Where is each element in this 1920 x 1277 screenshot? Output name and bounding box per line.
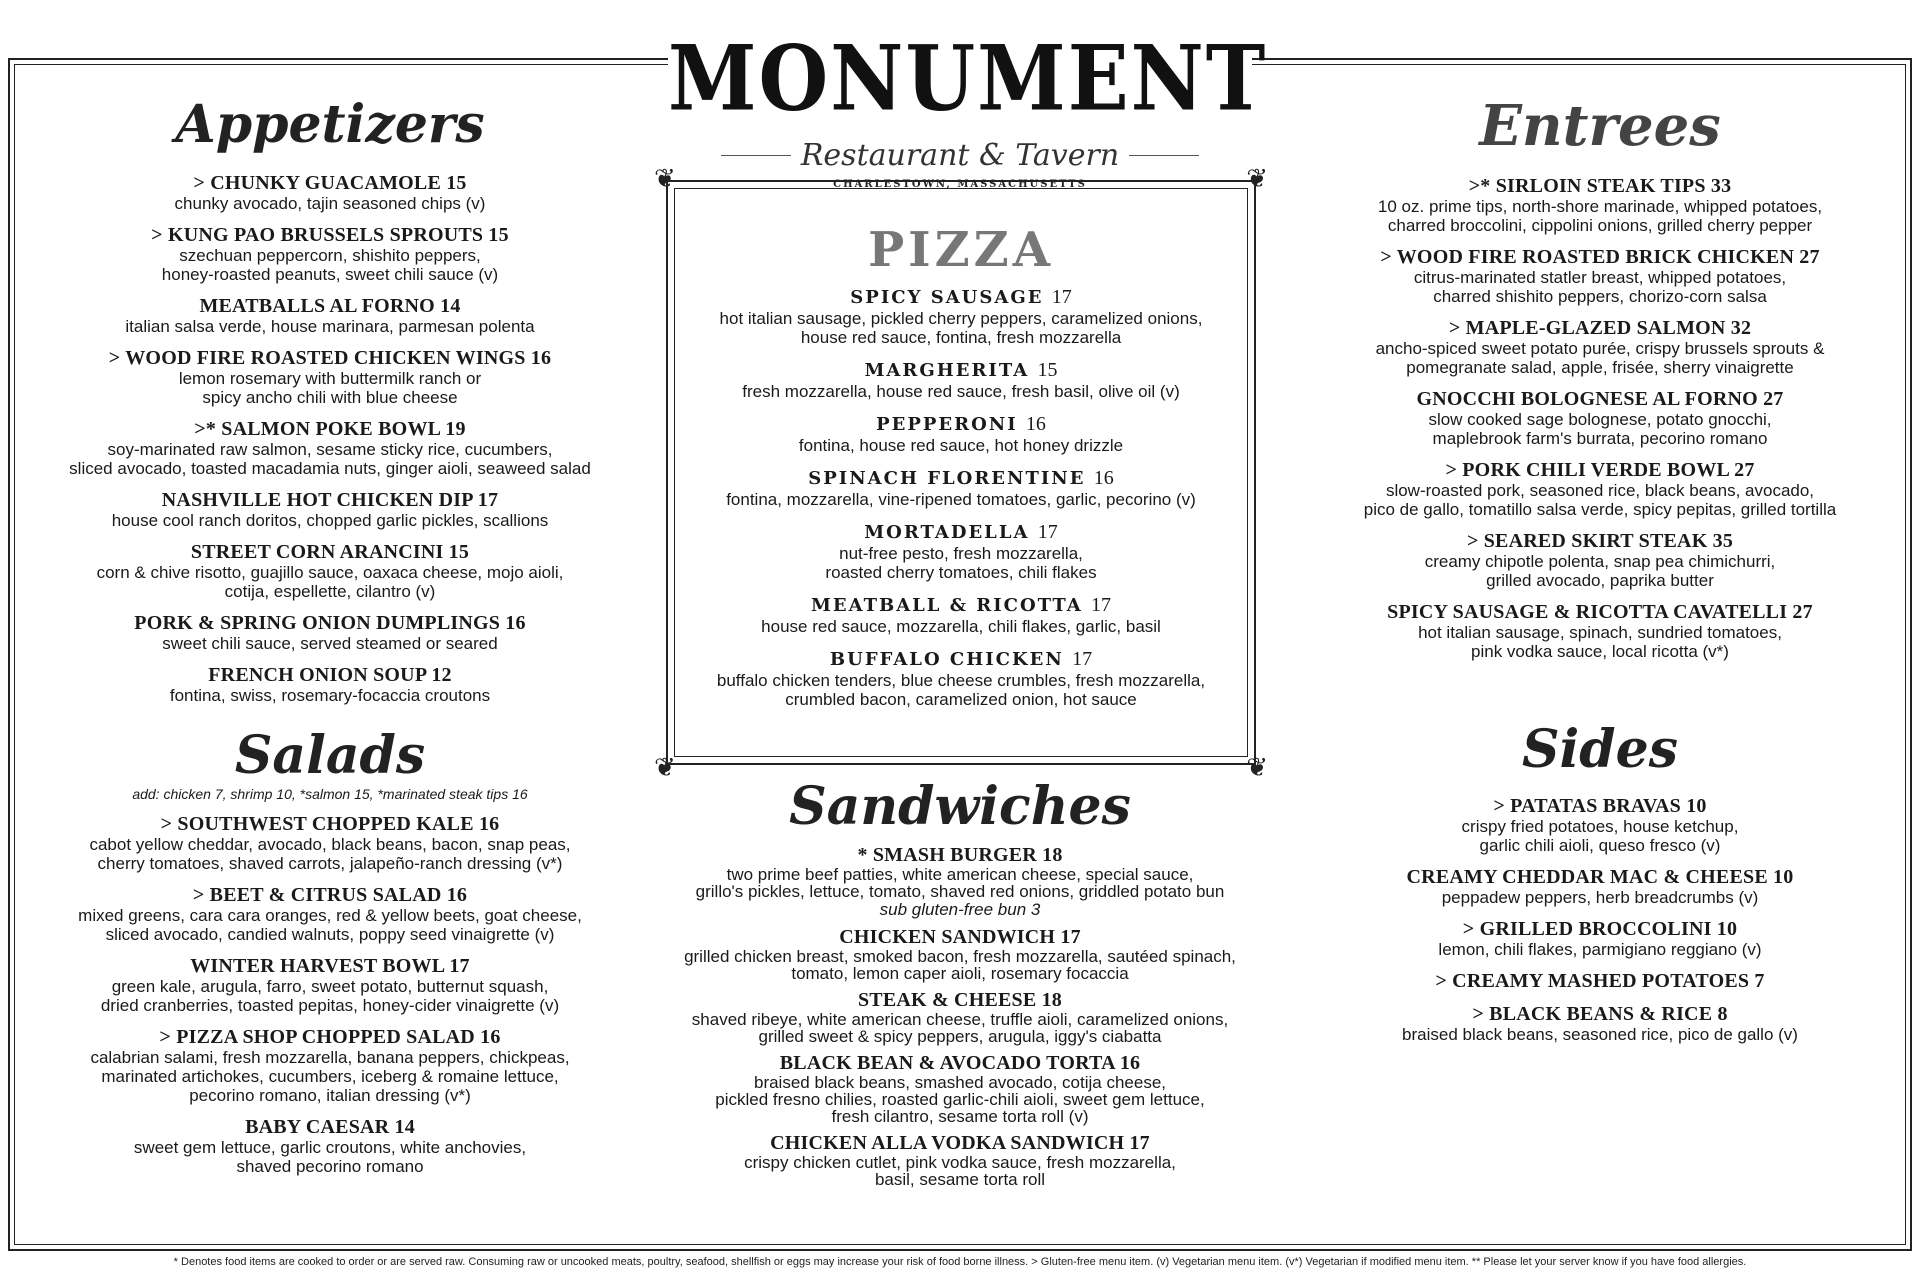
menu-item-name: > WOOD FIRE ROASTED CHICKEN WINGS 16 xyxy=(108,347,552,370)
pizza-item xyxy=(668,521,1254,582)
menu-item-description: pomegranate salad, apple, frisée, sherry vinaigrette xyxy=(1406,357,1794,377)
menu-item-name: CREAMY CHEDDAR MAC & CHEESE 10 xyxy=(1406,865,1794,888)
pizza-list xyxy=(668,286,1254,709)
menu-item-name: > GRILLED BROCCOLINI 10 xyxy=(1462,917,1738,940)
sandwich-item xyxy=(650,927,1270,982)
menu-item xyxy=(20,225,640,284)
pizza-content xyxy=(668,222,1254,721)
menu-item-description: pico de gallo, tomatillo salsa verde, spicy pepitas, grilled tortilla xyxy=(1363,499,1837,519)
pizza-item-title: MARGHERITA xyxy=(864,360,1030,381)
menu-item-description: braised black beans, seasoned rice, pico de gallo (v) xyxy=(1402,1024,1798,1044)
sandwich-item xyxy=(650,1053,1270,1125)
menu-item-name: > WOOD FIRE ROASTED BRICK CHICKEN 27 xyxy=(1380,245,1820,268)
sandwich-item-option: sub gluten-free bun 3 xyxy=(879,900,1041,920)
pizza-item-name xyxy=(668,594,1254,617)
pizza-item-title: PEPPERONI xyxy=(876,414,1018,435)
menu-item-description: creamy chipotle polenta, snap pea chimichurri, xyxy=(1424,551,1776,571)
menu-item-description: corn & chive risotto, guajillo sauce, oaxaca cheese, mojo aioli, xyxy=(96,563,564,583)
pizza-item-name xyxy=(668,648,1254,671)
menu-item-description: dried cranberries, toasted pepitas, honey-cider vinaigrette (v) xyxy=(100,996,560,1016)
menu-item-description: sweet chili sauce, served steamed or seared xyxy=(162,634,498,654)
pizza-frame xyxy=(654,164,1268,783)
menu-item xyxy=(1290,867,1910,907)
menu-item-description: pecorino romano, italian dressing (v*) xyxy=(189,1086,471,1106)
menu-item-description: green kale, arugula, farro, sweet potato, butternut squash, xyxy=(111,977,549,997)
right-column xyxy=(1290,93,1910,1056)
sandwich-item-name: BLACK BEAN & AVOCADO TORTA 16 xyxy=(779,1052,1141,1075)
menu-item-description: shaved pecorino romano xyxy=(236,1157,424,1177)
menu-item-description: maplebrook farm's burrata, pecorino romano xyxy=(1432,428,1768,448)
pizza-item-description: hot italian sausage, pickled cherry peppers, caramelized onions, xyxy=(719,309,1203,328)
sandwich-item-description: shaved ribeye, white american cheese, truffle aioli, caramelized onions, xyxy=(691,1010,1229,1030)
menu-item xyxy=(20,814,640,873)
menu-item-name: >* SIRLOIN STEAK TIPS 33 xyxy=(1468,174,1732,197)
menu-item-description: chunky avocado, tajin seasoned chips (v) xyxy=(174,194,486,214)
pizza-item-title: SPINACH FLORENTINE xyxy=(808,468,1086,489)
menu-item-description: honey-roasted peanuts, sweet chili sauce (v) xyxy=(161,265,499,285)
appetizers-title: Appetizers xyxy=(175,94,485,155)
menu-item-description: sliced avocado, toasted macadamia nuts, ginger aioli, seaweed salad xyxy=(69,459,591,479)
pizza-item-title: SPICY SAUSAGE xyxy=(850,287,1044,308)
menu-item-description: lemon, chili flakes, parmigiano reggiano (v) xyxy=(1438,939,1762,959)
pizza-item-description: roasted cherry tomatoes, chili flakes xyxy=(825,563,1097,582)
appetizers-list xyxy=(20,173,640,705)
menu-item-name: > SEARED SKIRT STEAK 35 xyxy=(1466,529,1734,552)
brand-subtitle-row xyxy=(668,138,1252,173)
pizza-item-title: MEATBALL & RICOTTA xyxy=(810,595,1083,616)
menu-item-name: > CREAMY MASHED POTATOES 7 xyxy=(1435,969,1765,992)
menu-item-description: calabrian salami, fresh mozzarella, banana peppers, chickpeas, xyxy=(90,1048,570,1068)
menu-item xyxy=(20,419,640,478)
menu-item xyxy=(1290,318,1910,377)
sandwich-item-description: crispy chicken cutlet, pink vodka sauce, fresh mozzarella, xyxy=(744,1153,1176,1173)
menu-item-description: hot italian sausage, spinach, sundried tomatoes, xyxy=(1418,622,1782,642)
menu-item xyxy=(1290,389,1910,448)
menu-item-description: cotija, espellette, cilantro (v) xyxy=(224,582,436,602)
pizza-item-title: BUFFALO CHICKEN xyxy=(829,649,1064,670)
sandwich-item xyxy=(650,990,1270,1045)
sandwich-item-description: basil, sesame torta roll xyxy=(874,1170,1046,1190)
pizza-item-description: fontina, house red sauce, hot honey drizzle xyxy=(798,436,1124,455)
brand-name: MONUMENT xyxy=(668,25,1268,131)
menu-item xyxy=(20,1117,640,1176)
menu-item-name: > BEET & CITRUS SALAD 16 xyxy=(192,884,468,907)
brand-subtitle: Restaurant & Tavern xyxy=(800,138,1120,173)
menu-item-name: WINTER HARVEST BOWL 17 xyxy=(190,955,470,978)
menu-item-description: charred broccolini, cippolini onions, grilled cherry pepper xyxy=(1387,215,1813,235)
pizza-item-price: 17 xyxy=(1037,521,1058,543)
menu-item-name: > PATATAS BRAVAS 10 xyxy=(1493,794,1707,817)
sandwiches-section xyxy=(650,778,1270,1196)
menu-item-description: lemon rosemary with buttermilk ranch or xyxy=(178,369,482,389)
menu-item-description: peppadew peppers, herb breadcrumbs (v) xyxy=(1441,887,1759,907)
corner-flourish-icon: ❦ xyxy=(1246,164,1268,194)
menu-item xyxy=(20,173,640,213)
menu-item xyxy=(1290,971,1910,992)
brand-rule-left xyxy=(721,155,791,156)
entrees-list xyxy=(1290,176,1910,661)
menu-item-name: GNOCCHI BOLOGNESE AL FORNO 27 xyxy=(1416,387,1784,410)
menu-item-name: > SOUTHWEST CHOPPED KALE 16 xyxy=(160,813,500,836)
entrees-title: Entrees xyxy=(1479,93,1721,159)
menu-item-description: soy-marinated raw salmon, sesame sticky rice, cucumbers, xyxy=(107,440,553,460)
sandwich-item-description: tomato, lemon caper aioli, rosemary focaccia xyxy=(791,964,1129,984)
menu-item-description: 10 oz. prime tips, north-shore marinade, whipped potatoes, xyxy=(1377,196,1823,216)
menu-item-name: > BLACK BEANS & RICE 8 xyxy=(1472,1002,1728,1025)
menu-item-name: > PORK CHILI VERDE BOWL 27 xyxy=(1445,458,1755,481)
sides-title: Sides xyxy=(1521,718,1679,780)
menu-item-description: italian salsa verde, house marinara, parmesan polenta xyxy=(125,317,535,337)
pizza-item-description: fresh mozzarella, house red sauce, fresh basil, olive oil (v) xyxy=(742,382,1180,401)
pizza-item xyxy=(668,413,1254,455)
menu-item-name: > MAPLE-GLAZED SALMON 32 xyxy=(1448,316,1752,339)
brand-rule-right xyxy=(1129,155,1199,156)
menu-item-description: marinated artichokes, cucumbers, iceberg & romaine lettuce, xyxy=(101,1067,559,1087)
menu-item-description: cherry tomatoes, shaved carrots, jalapeño-ranch dressing (v*) xyxy=(97,854,563,874)
footer-disclaimer: * Denotes food items are cooked to order or are served raw. Consuming raw or uncooked meats, poultry, seafood, shellfish or eggs may increase your risk of food borne illness. > Gluten-free menu item. (v) Vegetarian menu item. (v*) Vegetarian if modified menu item. ** Please let your server know if you have food allergies. xyxy=(173,1256,1747,1268)
menu-item xyxy=(1290,1004,1910,1044)
menu-item-description: sweet gem lettuce, garlic croutons, white anchovies, xyxy=(133,1138,527,1158)
menu-item-name: >* SALMON POKE BOWL 19 xyxy=(194,418,466,441)
menu-item-description: slow-roasted pork, seasoned rice, black beans, avocado, xyxy=(1385,480,1815,500)
corner-flourish-icon: ❦ xyxy=(654,753,676,783)
menu-item-name: SPICY SAUSAGE & RICOTTA CAVATELLI 27 xyxy=(1387,600,1813,623)
pizza-item xyxy=(668,286,1254,347)
menu-item xyxy=(1290,602,1910,661)
sandwich-item-name: CHICKEN SANDWICH 17 xyxy=(839,926,1081,949)
menu-item xyxy=(1290,796,1910,855)
salads-title: Salads xyxy=(234,725,426,787)
sandwich-item-description: grillo's pickles, lettuce, tomato, shaved red onions, griddled potato bun xyxy=(695,882,1225,902)
pizza-item xyxy=(668,648,1254,709)
menu-item-description: charred shishito peppers, chorizo-corn salsa xyxy=(1433,286,1767,306)
menu-item-name: FRENCH ONION SOUP 12 xyxy=(208,664,452,687)
pizza-item-name xyxy=(668,521,1254,544)
pizza-item-price: 17 xyxy=(1072,648,1093,670)
menu-item xyxy=(20,542,640,601)
sandwich-item xyxy=(650,1133,1270,1188)
menu-item-description: slow cooked sage bolognese, potato gnocchi, xyxy=(1428,409,1772,429)
sandwich-item-description: pickled fresno chilies, roasted garlic-chili aioli, sweet gem lettuce, xyxy=(715,1090,1205,1110)
brand-location: CHARLESTOWN, MASSACHUSETTS xyxy=(833,179,1087,190)
sandwich-item-description: grilled chicken breast, smoked bacon, fresh mozzarella, sautéed spinach, xyxy=(684,947,1236,967)
menu-item-name: > KUNG PAO BRUSSELS SPROUTS 15 xyxy=(151,224,509,247)
menu-item-name: > PIZZA SHOP CHOPPED SALAD 16 xyxy=(159,1026,501,1049)
pizza-item xyxy=(668,594,1254,636)
menu-item-description: crispy fried potatoes, house ketchup, xyxy=(1461,816,1739,836)
menu-item xyxy=(1290,247,1910,306)
menu-item-description: ancho-spiced sweet potato purée, crispy brussels sprouts & xyxy=(1375,338,1825,358)
pizza-item-price: 15 xyxy=(1037,359,1058,381)
menu-item-name: MEATBALLS AL FORNO 14 xyxy=(199,295,461,318)
sandwich-item xyxy=(650,845,1270,919)
menu-item-name: BABY CAESAR 14 xyxy=(245,1116,415,1139)
menu-item xyxy=(1290,531,1910,590)
pizza-item-description: house red sauce, mozzarella, chili flakes, garlic, basil xyxy=(761,617,1161,636)
sandwich-item-description: two prime beef patties, white american cheese, special sauce, xyxy=(726,865,1194,885)
menu-item xyxy=(20,956,640,1015)
menu-item-description: garlic chili aioli, queso fresco (v) xyxy=(1479,835,1721,855)
menu-item-description: fontina, swiss, rosemary-focaccia croutons xyxy=(169,686,491,706)
menu-item-name: > CHUNKY GUACAMOLE 15 xyxy=(193,172,467,195)
menu-item xyxy=(20,613,640,653)
sandwich-item-name: STEAK & CHEESE 18 xyxy=(857,989,1062,1012)
pizza-item-price: 17 xyxy=(1091,594,1112,616)
menu-item xyxy=(20,1027,640,1105)
menu-item-description: pink vodka sauce, local ricotta (v*) xyxy=(1471,641,1729,661)
salads-list xyxy=(20,814,640,1176)
menu-item-description: grilled avocado, paprika butter xyxy=(1486,570,1714,590)
menu-item-description: mixed greens, cara cara oranges, red & yellow beets, goat cheese, xyxy=(78,906,582,926)
sandwich-item-name: * SMASH BURGER 18 xyxy=(857,844,1063,867)
menu-item xyxy=(20,296,640,336)
sandwich-item-name: CHICKEN ALLA VODKA SANDWICH 17 xyxy=(770,1132,1150,1155)
menu-item-description: citrus-marinated statler breast, whipped potatoes, xyxy=(1413,267,1787,287)
corner-flourish-icon: ❦ xyxy=(1246,753,1268,783)
menu-item xyxy=(20,885,640,944)
pizza-item-description: crumbled bacon, caramelized onion, hot sauce xyxy=(785,690,1137,709)
sides-list xyxy=(1290,796,1910,1044)
pizza-item-name xyxy=(668,359,1254,382)
pizza-item-description: fontina, mozzarella, vine-ripened tomatoes, garlic, pecorino (v) xyxy=(726,490,1196,509)
menu-item xyxy=(1290,460,1910,519)
sandwich-item-description: grilled sweet & spicy peppers, arugula, iggy's ciabatta xyxy=(758,1027,1162,1047)
pizza-item-price: 17 xyxy=(1051,286,1072,308)
corner-flourish-icon: ❦ xyxy=(654,164,676,194)
menu-item xyxy=(1290,176,1910,235)
pizza-item-description: nut-free pesto, fresh mozzarella, xyxy=(839,544,1083,563)
sandwiches-list xyxy=(650,845,1270,1188)
left-column xyxy=(20,96,640,1188)
pizza-item-name xyxy=(668,286,1254,309)
pizza-item-name xyxy=(668,467,1254,490)
menu-item xyxy=(20,348,640,407)
salads-addons-note: add: chicken 7, shrimp 10, *salmon 15, *marinated steak tips 16 xyxy=(132,786,528,803)
menu-item-name: PORK & SPRING ONION DUMPLINGS 16 xyxy=(134,612,526,635)
brand-header xyxy=(668,25,1268,190)
pizza-title: PIZZA xyxy=(868,222,1054,278)
menu-item-description: szechuan peppercorn, shishito peppers, xyxy=(179,246,481,266)
pizza-item-title: MORTADELLA xyxy=(864,522,1030,543)
pizza-item-name xyxy=(668,413,1254,436)
menu-item-name: STREET CORN ARANCINI 15 xyxy=(190,541,470,564)
menu-item xyxy=(20,665,640,705)
menu-item xyxy=(20,490,640,530)
menu-item xyxy=(1290,919,1910,959)
menu-item-description: house cool ranch doritos, chopped garlic pickles, scallions xyxy=(111,511,549,531)
pizza-item xyxy=(668,467,1254,509)
pizza-item-price: 16 xyxy=(1025,413,1046,435)
pizza-item-description: house red sauce, fontina, fresh mozzarella xyxy=(800,328,1122,347)
pizza-item-description: buffalo chicken tenders, blue cheese crumbles, fresh mozzarella, xyxy=(716,671,1206,690)
sandwich-item-description: fresh cilantro, sesame torta roll (v) xyxy=(831,1107,1089,1127)
menu-item-description: sliced avocado, candied walnuts, poppy seed vinaigrette (v) xyxy=(105,925,555,945)
menu-item-description: cabot yellow cheddar, avocado, black beans, bacon, snap peas, xyxy=(89,835,571,855)
sandwiches-title: Sandwiches xyxy=(789,776,1131,837)
pizza-item-price: 16 xyxy=(1093,467,1114,489)
sandwich-item-description: braised black beans, smashed avocado, cotija cheese, xyxy=(753,1073,1167,1093)
pizza-item xyxy=(668,359,1254,401)
menu-item-name: NASHVILLE HOT CHICKEN DIP 17 xyxy=(161,489,499,512)
menu-item-description: spicy ancho chili with blue cheese xyxy=(202,388,458,408)
